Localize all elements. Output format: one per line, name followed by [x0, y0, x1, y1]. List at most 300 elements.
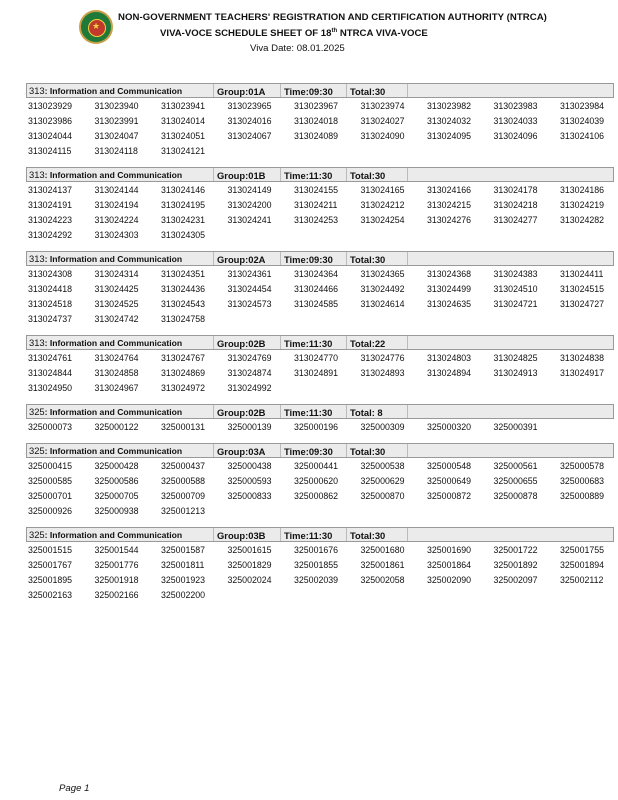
- roll-number: 325002112: [560, 575, 604, 585]
- roll-number: 325001776: [94, 560, 139, 570]
- roll-number: 325000391: [493, 422, 538, 432]
- roll-number: 325000561: [493, 461, 538, 471]
- header-divider: [280, 252, 281, 265]
- roll-number: 325000122: [94, 422, 139, 432]
- header-divider: [280, 84, 281, 97]
- time-slot-label: [284, 446, 333, 457]
- roll-number: 325001767: [28, 560, 73, 570]
- roll-number: 313024253: [294, 215, 339, 225]
- roll-number: 325001864: [427, 560, 472, 570]
- roll-number: 313024144: [94, 185, 139, 195]
- roll-number: 325001587: [161, 545, 206, 555]
- roll-number: 313024276: [427, 215, 472, 225]
- group-id-label: [217, 170, 265, 181]
- roll-number: 313024737: [28, 314, 73, 324]
- roll-number: 313024051: [161, 131, 206, 141]
- header-divider: [407, 84, 408, 97]
- schedule-group: [26, 251, 614, 327]
- roll-number: 325001918: [94, 575, 139, 585]
- roll-number: 313024178: [493, 185, 538, 195]
- roll-number: 313024215: [427, 200, 472, 210]
- roll-number: 313024803: [427, 353, 472, 363]
- group-label: Group:: [217, 407, 249, 418]
- roll-number: 325001213: [161, 506, 206, 516]
- subject-name: : Information and Communication: [44, 254, 183, 264]
- total-count: 8: [374, 407, 383, 418]
- roll-number: 313024303: [94, 230, 139, 240]
- roll-number: 325002166: [94, 590, 139, 600]
- header-divider: [213, 336, 214, 349]
- group-header: [26, 443, 614, 458]
- subtitle-ordinal-suffix: th: [331, 28, 338, 34]
- total-label: Total:: [350, 86, 375, 97]
- roll-number: 313024585: [294, 299, 339, 309]
- roll-number: 313024292: [28, 230, 73, 240]
- roll-number: 325000683: [560, 476, 605, 486]
- header-divider: [280, 168, 281, 181]
- roll-number: 313024149: [227, 185, 272, 195]
- roll-number: 313024499: [427, 284, 472, 294]
- roll-number: 325001895: [28, 575, 73, 585]
- roll-number: 325000578: [560, 461, 605, 471]
- header-divider: [213, 168, 214, 181]
- time-slot: 09:30: [308, 254, 333, 265]
- schedule-group: [26, 527, 614, 603]
- roll-number: 313024018: [294, 116, 339, 126]
- header-divider: [407, 252, 408, 265]
- roll-number: 313024118: [94, 146, 138, 156]
- roll-number: 313023982: [427, 101, 472, 111]
- group-label: Group:: [217, 338, 249, 349]
- time-slot-label: [284, 254, 333, 265]
- subject-code-label: [29, 529, 182, 540]
- roll-number: 325000862: [294, 491, 339, 501]
- subject-code: 313: [29, 337, 45, 348]
- group-id: 02B: [248, 407, 266, 418]
- roll-number: 325000538: [360, 461, 405, 471]
- roll-number: 325000705: [94, 491, 139, 501]
- roll-number: 313024305: [161, 230, 206, 240]
- roll-number: 313024089: [294, 131, 339, 141]
- group-header: [26, 251, 614, 266]
- roll-number: 313024361: [227, 269, 272, 279]
- roll-number: 313024913: [493, 368, 538, 378]
- total-count: 30: [374, 86, 386, 97]
- total-count-label: [350, 446, 385, 457]
- roll-number: 313024351: [161, 269, 206, 279]
- group-id-label: [217, 407, 265, 418]
- subject-code: 313: [29, 169, 45, 180]
- header-divider: [213, 528, 214, 541]
- subject-code: 325: [29, 406, 45, 417]
- roll-number: 325001892: [493, 560, 538, 570]
- roll-number: 313024219: [560, 200, 605, 210]
- roll-number: 325000709: [161, 491, 206, 501]
- group-id-label: [217, 530, 265, 541]
- roll-number-grid: [26, 458, 614, 519]
- roll-number: 325000655: [493, 476, 538, 486]
- group-label: Group:: [217, 254, 249, 265]
- group-id: 03B: [248, 530, 266, 541]
- roll-number: 313024436: [161, 284, 206, 294]
- roll-number: 313024186: [560, 185, 605, 195]
- total-count: 30: [374, 446, 386, 457]
- subject-code: 325: [29, 445, 45, 456]
- roll-number: 313024016: [227, 116, 272, 126]
- group-header: [26, 83, 614, 98]
- group-label: Group:: [217, 446, 249, 457]
- roll-number: 313024844: [28, 368, 73, 378]
- roll-number: 313024510: [493, 284, 538, 294]
- roll-number: 325001515: [28, 545, 73, 555]
- roll-number: 313024635: [427, 299, 472, 309]
- roll-number: 313024525: [94, 299, 139, 309]
- time-slot-label: [284, 407, 332, 418]
- time-slot-label: [284, 530, 332, 541]
- roll-number: 325001755: [560, 545, 605, 555]
- roll-number: 313024027: [360, 116, 405, 126]
- schedule-groups: [26, 83, 614, 611]
- header-divider: [280, 528, 281, 541]
- roll-number: 313024096: [493, 131, 538, 141]
- roll-number: 325001690: [427, 545, 472, 555]
- time-slot: 11:30: [308, 530, 333, 541]
- roll-number: 325000585: [28, 476, 73, 486]
- ntrca-logo: [79, 10, 113, 44]
- roll-number: 313024383: [493, 269, 538, 279]
- header-divider: [280, 405, 281, 418]
- group-id-label: [217, 254, 265, 265]
- roll-number: 313024165: [360, 185, 405, 195]
- roll-number: 313024282: [560, 215, 605, 225]
- group-id: 02A: [248, 254, 266, 265]
- roll-number: 325000073: [28, 422, 73, 432]
- roll-number: 313024155: [294, 185, 339, 195]
- roll-number: 325000588: [161, 476, 206, 486]
- roll-number: 313024466: [294, 284, 339, 294]
- roll-number: 313024492: [360, 284, 405, 294]
- roll-number: 313024241: [227, 215, 272, 225]
- roll-number: 313024727: [560, 299, 605, 309]
- total-count-label: [350, 254, 385, 265]
- total-label: Total:: [350, 170, 375, 181]
- roll-number: 313024770: [294, 353, 339, 363]
- subject-code-label: [29, 337, 182, 348]
- subject-name: : Information and Communication: [44, 86, 183, 96]
- roll-number: 313024776: [360, 353, 405, 363]
- roll-number: 313024838: [560, 353, 605, 363]
- total-count-label: [350, 86, 385, 97]
- group-label: Group:: [217, 530, 249, 541]
- roll-number: 313023941: [161, 101, 206, 111]
- roll-number: 313024212: [360, 200, 405, 210]
- roll-number-grid: [26, 182, 614, 243]
- roll-number: 313024891: [294, 368, 339, 378]
- roll-number: 313024231: [161, 215, 206, 225]
- roll-number: 313024194: [94, 200, 139, 210]
- roll-number: 325000649: [427, 476, 472, 486]
- roll-number: 313024721: [493, 299, 538, 309]
- roll-number: 325002024: [227, 575, 272, 585]
- subtitle-text-end: NTRCA VIVA-VOCE: [337, 28, 428, 40]
- roll-number: 313024191: [28, 200, 73, 210]
- time-slot-label: [284, 86, 333, 97]
- time-label: Time:: [284, 254, 309, 265]
- roll-number: 313024411: [560, 269, 604, 279]
- roll-number: 313024224: [94, 215, 139, 225]
- total-label: Total:: [350, 530, 375, 541]
- roll-number: 325002163: [28, 590, 73, 600]
- subject-code-label: [29, 253, 182, 264]
- roll-number: 313024764: [94, 353, 139, 363]
- roll-number: 313024200: [227, 200, 272, 210]
- roll-number: 325000889: [560, 491, 605, 501]
- group-id: 02B: [248, 338, 266, 349]
- roll-number: 313024095: [427, 131, 472, 141]
- subject-code-label: [29, 445, 182, 456]
- roll-number: 313024869: [161, 368, 206, 378]
- total-label: Total:: [350, 254, 375, 265]
- roll-number: 313024364: [294, 269, 339, 279]
- roll-number: 313024874: [227, 368, 272, 378]
- roll-number: 325001923: [161, 575, 206, 585]
- header-divider: [407, 528, 408, 541]
- header-divider: [407, 336, 408, 349]
- roll-number: 313024418: [28, 284, 73, 294]
- roll-number: 313024825: [493, 353, 538, 363]
- roll-number: 325000938: [94, 506, 139, 516]
- header-divider: [346, 168, 347, 181]
- roll-number: 313024972: [161, 383, 206, 393]
- roll-number: 313023967: [294, 101, 339, 111]
- roll-number-grid: [26, 419, 614, 435]
- subject-name: : Information and Communication: [44, 338, 183, 348]
- roll-number: 325000833: [227, 491, 272, 501]
- roll-number: 325000701: [28, 491, 73, 501]
- roll-number: 313024515: [560, 284, 605, 294]
- group-label: Group:: [217, 86, 249, 97]
- header-divider: [407, 168, 408, 181]
- subject-name: : Information and Communication: [44, 446, 183, 456]
- schedule-group: [26, 443, 614, 519]
- roll-number: 313024573: [227, 299, 272, 309]
- roll-number: 325000438: [227, 461, 272, 471]
- roll-number: 325000926: [28, 506, 73, 516]
- header-divider: [407, 444, 408, 457]
- schedule-subtitle: [160, 28, 560, 39]
- roll-number: 325001676: [294, 545, 339, 555]
- group-header: [26, 167, 614, 182]
- roll-number: 325000320: [427, 422, 472, 432]
- header-divider: [213, 252, 214, 265]
- logo-star-icon: ★: [91, 21, 101, 31]
- roll-number-grid: [26, 98, 614, 159]
- roll-number: 313024894: [427, 368, 472, 378]
- roll-number: 313024067: [227, 131, 272, 141]
- roll-number: 313024254: [360, 215, 405, 225]
- header-divider: [280, 336, 281, 349]
- roll-number: 325001615: [227, 545, 272, 555]
- roll-number: 313024742: [94, 314, 139, 324]
- roll-number: 313024032: [427, 116, 472, 126]
- roll-number: 313024543: [161, 299, 206, 309]
- subject-code: 325: [29, 529, 45, 540]
- subject-code: 313: [29, 253, 45, 264]
- time-label: Time:: [284, 446, 309, 457]
- time-label: Time:: [284, 170, 309, 181]
- roll-number: 313024039: [560, 116, 605, 126]
- roll-number: 313024166: [427, 185, 472, 195]
- roll-number: 313024014: [161, 116, 206, 126]
- time-slot: 11:30: [308, 407, 333, 418]
- group-id-label: [217, 338, 265, 349]
- schedule-group: [26, 83, 614, 159]
- roll-number: 313024033: [493, 116, 538, 126]
- header-divider: [407, 405, 408, 418]
- header-divider: [346, 252, 347, 265]
- roll-number: 313024518: [28, 299, 73, 309]
- roll-number: 325000415: [28, 461, 73, 471]
- subject-name: : Information and Communication: [44, 407, 183, 417]
- roll-number: 313024893: [360, 368, 405, 378]
- roll-number: 313024137: [28, 185, 73, 195]
- roll-number: 325000437: [161, 461, 206, 471]
- roll-number: 313024277: [493, 215, 538, 225]
- header-divider: [346, 84, 347, 97]
- roll-number: 313024614: [360, 299, 405, 309]
- roll-number: 325000139: [227, 422, 272, 432]
- roll-number: 325000629: [360, 476, 405, 486]
- roll-number: 325001544: [94, 545, 139, 555]
- time-slot: 11:30: [308, 170, 333, 181]
- roll-number: 313024425: [94, 284, 139, 294]
- group-header: [26, 404, 614, 419]
- header-divider: [346, 444, 347, 457]
- roll-number: 313024454: [227, 284, 272, 294]
- roll-number: 313024769: [227, 353, 272, 363]
- roll-number: 313023974: [360, 101, 405, 111]
- roll-number: 313024211: [294, 200, 338, 210]
- roll-number: 313023940: [94, 101, 139, 111]
- time-slot: 11:30: [308, 338, 333, 349]
- roll-number: 313024758: [161, 314, 206, 324]
- subject-name: : Information and Communication: [44, 530, 183, 540]
- total-count: 30: [374, 254, 386, 265]
- roll-number: 325001722: [493, 545, 538, 555]
- roll-number: 313023983: [493, 101, 538, 111]
- roll-number: 325000441: [294, 461, 339, 471]
- document-title: NON-GOVERNMENT TEACHERS' REGISTRATION AND CERTIFICATION AUTHORITY (NTRCA): [118, 12, 547, 23]
- schedule-group: [26, 167, 614, 243]
- roll-number: 325001829: [227, 560, 272, 570]
- total-count: 22: [374, 338, 386, 349]
- roll-number: 325000428: [94, 461, 139, 471]
- roll-number: 325001680: [360, 545, 405, 555]
- roll-number-grid: [26, 350, 614, 396]
- roll-number: 313024992: [227, 383, 272, 393]
- subject-code-label: [29, 85, 182, 96]
- roll-number: 325000593: [227, 476, 272, 486]
- roll-number: 313023986: [28, 116, 73, 126]
- roll-number: 325000870: [360, 491, 405, 501]
- total-count-label: [350, 170, 385, 181]
- time-label: Time:: [284, 530, 309, 541]
- roll-number: 313023984: [560, 101, 605, 111]
- group-id: 03A: [248, 446, 266, 457]
- roll-number: 313024368: [427, 269, 472, 279]
- group-label: Group:: [217, 170, 249, 181]
- header-divider: [346, 336, 347, 349]
- total-label: Total:: [350, 446, 375, 457]
- roll-number: 325002097: [493, 575, 538, 585]
- roll-number: 325001811: [161, 560, 205, 570]
- roll-number: 313024308: [28, 269, 73, 279]
- roll-number: 325001894: [560, 560, 605, 570]
- page-number: Page 1: [59, 783, 90, 794]
- time-slot-label: [284, 170, 332, 181]
- roll-number: 313024858: [94, 368, 139, 378]
- roll-number: 313024106: [560, 131, 605, 141]
- total-count-label: [350, 338, 385, 349]
- roll-number: 325002058: [360, 575, 405, 585]
- roll-number: 325002090: [427, 575, 472, 585]
- subject-name: : Information and Communication: [44, 170, 183, 180]
- header-divider: [213, 444, 214, 457]
- roll-number: 313024047: [94, 131, 139, 141]
- roll-number: 325001855: [294, 560, 339, 570]
- roll-number: 313024314: [94, 269, 139, 279]
- roll-number: 325000878: [493, 491, 538, 501]
- roll-number: 325000548: [427, 461, 472, 471]
- roll-number: 313024917: [560, 368, 605, 378]
- subtitle-text: VIVA-VOCE SCHEDULE SHEET OF 18: [160, 28, 332, 40]
- schedule-group: [26, 404, 614, 435]
- roll-number: 313023929: [28, 101, 73, 111]
- group-id: 01A: [248, 86, 266, 97]
- roll-number: 325000131: [161, 422, 206, 432]
- total-label: Total:: [350, 407, 375, 418]
- group-id-label: [217, 86, 265, 97]
- total-count: 30: [374, 530, 386, 541]
- roll-number: 313023991: [94, 116, 139, 126]
- time-slot: 09:30: [308, 446, 333, 457]
- roll-number: 325000586: [94, 476, 139, 486]
- header-divider: [346, 528, 347, 541]
- header-divider: [346, 405, 347, 418]
- total-count-label: [350, 530, 385, 541]
- roll-number: 313024090: [360, 131, 405, 141]
- roll-number: 325001861: [360, 560, 405, 570]
- roll-number: 325000620: [294, 476, 339, 486]
- roll-number: 325002039: [294, 575, 339, 585]
- subject-code-label: [29, 406, 182, 417]
- header-divider: [280, 444, 281, 457]
- roll-number: 313024967: [94, 383, 139, 393]
- roll-number: 313024223: [28, 215, 73, 225]
- total-count: 30: [374, 170, 386, 181]
- roll-number: 313024044: [28, 131, 73, 141]
- total-count-label: [350, 407, 383, 418]
- roll-number: 313023965: [227, 101, 272, 111]
- roll-number: 325000872: [427, 491, 472, 501]
- roll-number-grid: [26, 266, 614, 327]
- schedule-group: [26, 335, 614, 396]
- group-id-label: [217, 446, 265, 457]
- subject-code: 313: [29, 85, 45, 96]
- subject-code-label: [29, 169, 182, 180]
- header-divider: [213, 84, 214, 97]
- group-id: 01B: [248, 170, 266, 181]
